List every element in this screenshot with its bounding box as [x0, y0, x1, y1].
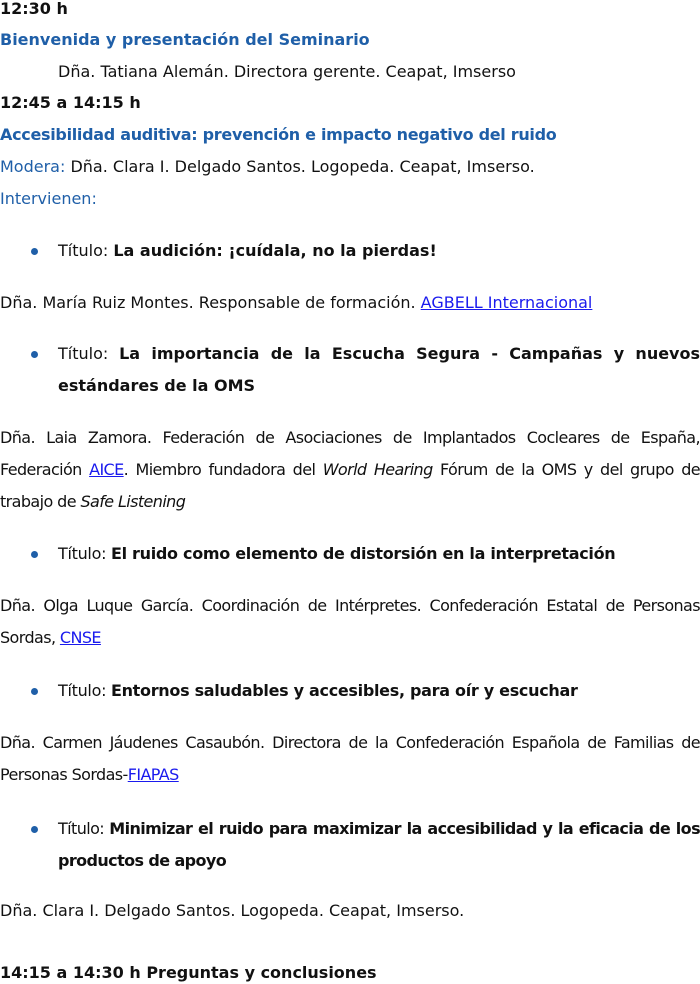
- talk-4-speaker: [0, 727, 700, 791]
- speakers-label: Intervienen:: [0, 189, 97, 208]
- talk-title: El ruido como elemento de distorsión en la interpretación: [110, 544, 616, 563]
- speaker-text: Dña. Carmen Jáudenes Casaubón. Directora de la Confederación Española de Familias de Personas Sordas-: [0, 733, 700, 784]
- bullet-icon: [31, 551, 38, 558]
- talk-title: La importancia de la Escucha Segura - Campañas y nuevos estándares de la OMS: [58, 344, 700, 395]
- speaker-text: . Miembro fundadora del: [123, 460, 323, 479]
- speaker-emphasis: World Hearing: [322, 460, 433, 479]
- moderator-line: [0, 157, 535, 177]
- talk-title: Minimizar el ruido para maximizar la accesibilidad y la eficacia de los productos de apoyo: [58, 819, 700, 870]
- speaker-text: Fórum de la OMS y del grupo de trabajo de: [0, 460, 700, 511]
- talk-3-speaker: [0, 590, 700, 654]
- time-session: 12:45 a 14:15 h: [0, 93, 141, 112]
- speaker-text: Dña. María Ruiz Montes. Responsable de formación.: [0, 293, 421, 312]
- bullet-icon: [31, 351, 38, 358]
- time-welcome: 12:30 h: [0, 0, 68, 18]
- talk-1-speaker: [0, 293, 592, 313]
- fiapas-link[interactable]: FIAPAS: [127, 765, 179, 784]
- bullet-icon: [31, 248, 38, 255]
- title-prefix: Título:: [58, 344, 120, 363]
- talk-1-title: [58, 241, 437, 261]
- talk-2-title: [58, 338, 700, 402]
- talk-2-speaker: [0, 422, 700, 518]
- welcome-title: Bienvenida y presentación del Seminario: [0, 30, 370, 49]
- title-prefix: Título:: [58, 681, 111, 700]
- bullet-icon: [31, 688, 38, 695]
- talk-4-title: [58, 681, 578, 701]
- cnse-link[interactable]: CNSE: [59, 628, 101, 647]
- aice-link[interactable]: AICE: [89, 460, 124, 479]
- moderator-text: Dña. Clara I. Delgado Santos. Logopeda. Ceapat, Imserso.: [65, 157, 535, 176]
- talk-5-title: [58, 813, 700, 877]
- speaker-text: Dña. Olga Luque García. Coordinación de Intérpretes. Confederación Estatal de Personas Sordas,: [0, 596, 700, 647]
- session-title: Accesibilidad auditiva: prevención e impacto negativo del ruido: [0, 125, 557, 144]
- agbell-link[interactable]: AGBELL Internacional: [420, 293, 593, 312]
- welcome-speaker: Dña. Tatiana Alemán. Directora gerente. Ceapat, Imserso: [58, 62, 516, 81]
- speaker-emphasis: Safe Listening: [80, 492, 186, 511]
- talk-5-speaker: Dña. Clara I. Delgado Santos. Logopeda. Ceapat, Imserso.: [0, 901, 465, 920]
- title-prefix: Título:: [58, 241, 114, 260]
- title-prefix: Título:: [58, 819, 110, 838]
- bullet-icon: [31, 826, 38, 833]
- talk-title: La audición: ¡cuídala, no la pierdas!: [113, 241, 437, 260]
- closing-line: 14:15 a 14:30 h Preguntas y conclusiones: [0, 963, 377, 982]
- talk-3-title: [58, 544, 615, 564]
- speaker-text: Dña. Laia Zamora. Federación de Asociaciones de Implantados Cocleares de España, Federación: [0, 428, 700, 479]
- title-prefix: Título:: [58, 544, 111, 563]
- talk-title: Entornos saludables y accesibles, para oír y escuchar: [110, 681, 578, 700]
- moderator-label: Modera:: [0, 157, 66, 176]
